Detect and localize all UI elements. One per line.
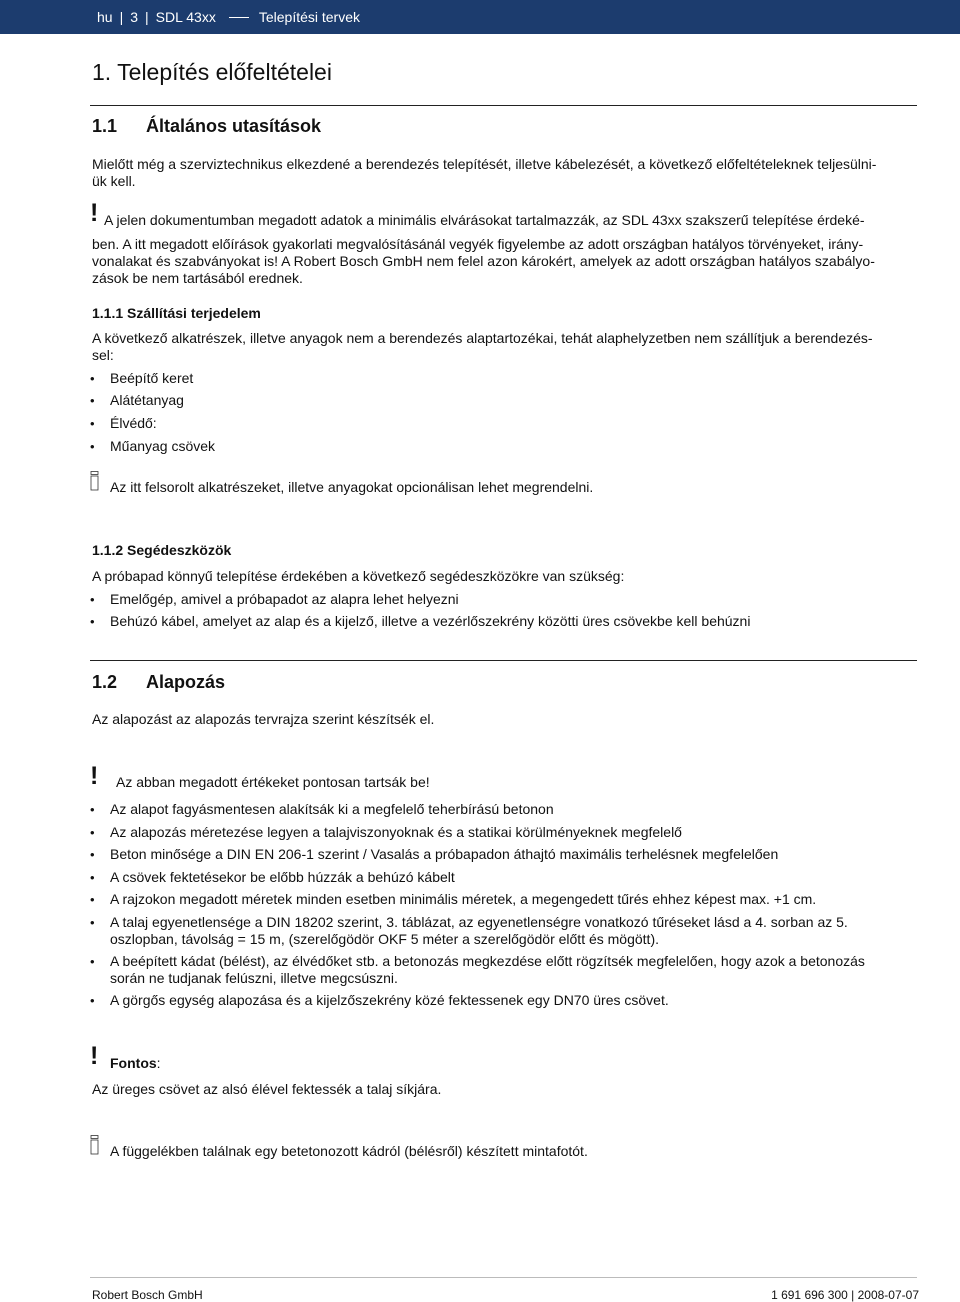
warning-text-line: A jelen dokumentumban megadott adatok a minimális elvárásokat tartalmazzák, az SDL 43xx szakszerű telepítése érdeké- (104, 212, 865, 228)
footer-docref: 1 691 696 300 | 2008-07-07 (771, 1288, 919, 1302)
warning-icon: ! (90, 762, 99, 790)
bullet-icon: • (90, 371, 95, 386)
subsection-heading-1-2 (92, 672, 225, 693)
footer-rule (90, 1277, 917, 1278)
note-icon (90, 471, 100, 491)
important-label: Fontos: (110, 1055, 161, 1071)
warning-icon: ! (90, 1042, 99, 1070)
subsection-title: Alapozás (146, 672, 226, 692)
bullet-icon: • (90, 393, 95, 408)
bullet-icon: • (90, 614, 95, 629)
text-line: sel: (92, 347, 114, 363)
bullet-icon: • (90, 954, 95, 969)
header-page: 3 (130, 9, 139, 25)
bullet-icon: • (90, 439, 95, 454)
intro-paragraph (92, 156, 876, 190)
warning-text: Az abban megadott értékeket pontosan tartsák be! (116, 774, 430, 790)
bullet-icon: • (90, 915, 95, 930)
bullet-icon: • (90, 592, 95, 607)
footer-company: Robert Bosch GmbH (92, 1288, 203, 1302)
delivery-paragraph (92, 330, 873, 364)
warning-icon: ! (90, 199, 99, 227)
subsection-heading-1-1 (92, 116, 321, 137)
bullet-icon: • (90, 825, 95, 840)
bullet-icon: • (90, 847, 95, 862)
foundation-intro: Az alapozást az alapozás tervrajza szerint készítsék el. (92, 711, 435, 727)
important-text: Az üreges csövet az alsó élével fektessék a talaj síkjára. (92, 1081, 442, 1097)
subsection-title: Általános utasítások (146, 116, 322, 136)
text-line: A következő alkatrészek, illetve anyagok nem a berendezés alaptartozékai, tehát alaphelyzetben nem szállítjuk a berendezés- (92, 330, 873, 346)
subsection-number: 1.2 (92, 672, 118, 692)
bullet-icon: • (90, 870, 95, 885)
header-separator: | (119, 9, 124, 25)
header-lang: hu (97, 9, 113, 25)
header-product: SDL 43xx (155, 9, 216, 25)
note-text: Az itt felsorolt alkatrészeket, illetve anyagokat opcionálisan lehet megrendelni. (110, 479, 594, 495)
text-line: ük kell. (92, 173, 136, 189)
subsection-number: 1.1 (92, 116, 118, 136)
text-line: vonalakat és szabványokat is! A Robert Bosch GmbH nem felel azon károkért, amelyek az adott országban hatályos szabályo- (92, 253, 875, 269)
bullet-icon: • (90, 892, 95, 907)
bullet-icon: • (90, 416, 95, 431)
bullet-icon: • (90, 802, 95, 817)
note-icon (90, 1135, 100, 1155)
bullet-icon: • (90, 993, 95, 1008)
header-title: Telepítési tervek (258, 9, 361, 25)
page-header (0, 0, 960, 34)
subsubsection-heading: 1.1.2 Segédeszközök (92, 542, 232, 558)
section-rule (90, 105, 917, 106)
subsubsection-heading: 1.1.1 Szállítási terjedelem (92, 305, 261, 321)
note-text: A függelékben találnak egy betetonozott kádról (bélésről) készített mintafotót. (110, 1143, 588, 1159)
text-line: ben. A itt megadott előírások gyakorlati megvalósításánál vegyék figyelembe az adott országban hatályos törvényeket, irány- (92, 236, 864, 252)
warning-paragraph (92, 236, 875, 287)
header-separator: | (145, 9, 149, 25)
section-title: 1. Telepítés előfeltételei (92, 59, 332, 85)
tools-intro: A próbapad könnyű telepítése érdekében a következő segédeszközökre van szükség: (92, 568, 625, 584)
section-rule (90, 660, 917, 661)
text-line: zások be nem tartásából erednek. (92, 270, 303, 286)
header-dash (229, 17, 249, 18)
text-line: Mielőtt még a szerviztechnikus elkezdené a berendezés telepítését, illetve kábelezését, a következő előfeltételeknek teljesülni- (92, 156, 877, 172)
